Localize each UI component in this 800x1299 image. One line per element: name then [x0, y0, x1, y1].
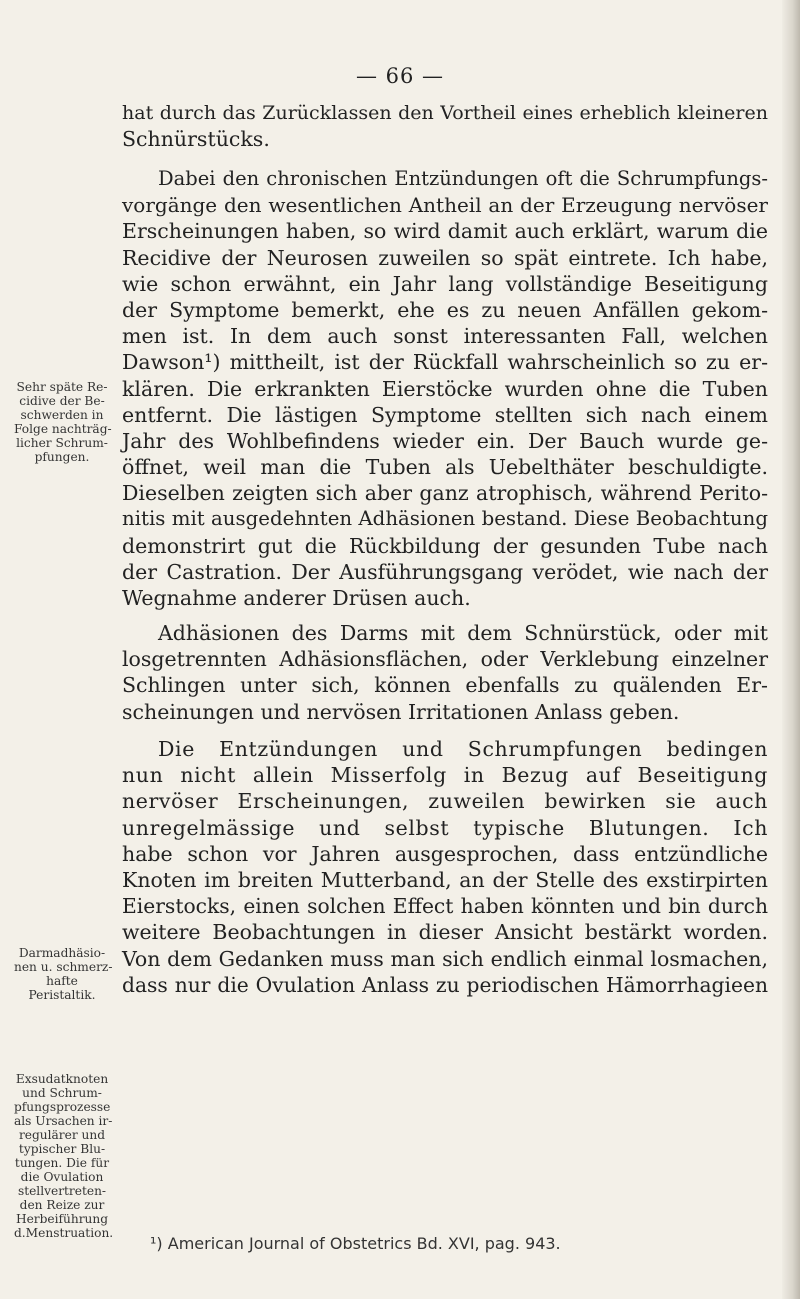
- margin-note-line: als Ursachen ir-: [14, 1114, 113, 1128]
- margin-note-line: und Schrum-: [22, 1086, 102, 1100]
- text-line: Schnürstücks.: [122, 127, 270, 152]
- text-line: der Castration. Der Ausführungsgang verödet, wie nach der: [122, 559, 768, 584]
- margin-note-line: den Reize zur: [19, 1198, 105, 1212]
- text-line: hat durch das Zurücklassen den Vortheil eines erheblich kleineren: [122, 102, 768, 124]
- text-line: losgetrennten Adhäsionsflächen, oder Verklebung einzelner: [122, 647, 768, 672]
- text-line: demonstrirt gut die Rückbildung der gesunden Tube nach: [122, 533, 768, 558]
- text-line: Wegnahme anderer Drüsen auch.: [122, 586, 471, 610]
- page-number: — 66 —: [355, 64, 445, 88]
- paragraph-1: [122, 100, 768, 152]
- text-line: wie schon erwähnt, ein Jahr lang vollständige Beseitigung: [122, 271, 768, 296]
- text-line: nitis mit ausgedehnten Adhäsionen bestand. Diese Beobachtung: [122, 507, 768, 531]
- margin-note-line: Darmadhäsio-: [18, 946, 106, 960]
- margin-note-line: cidive der Be-: [19, 394, 105, 408]
- text-line: Recidive der Neurosen zuweilen so spät eintrete. Ich habe,: [122, 245, 768, 270]
- footnote: ¹) American Journal of Obstetrics Bd. XVI, pag. 943.: [150, 1234, 561, 1253]
- text-line: öffnet, weil man die Tuben als Uebelthäter beschuldigte.: [122, 455, 768, 480]
- text-line: scheinungen und nervösen Irritationen Anlass geben.: [122, 699, 680, 724]
- text-line: men ist. In dem auch sonst interessanten Fall, welchen: [122, 324, 768, 349]
- text-line: nervöser Erscheinungen, zuweilen bewirken sie auch: [122, 789, 768, 814]
- margin-note-line: pfungsprozesse: [14, 1100, 111, 1114]
- margin-note-line: Sehr späte Re-: [16, 380, 108, 394]
- margin-note-exudate: [14, 1072, 114, 1240]
- text-line: nun nicht allein Misserfolg in Bezug auf Beseitigung: [122, 763, 768, 788]
- margin-note-line: Folge nachträg-: [14, 422, 112, 436]
- margin-note-adhesions: [14, 946, 113, 1002]
- margin-note-line: d.Menstruation.: [14, 1226, 114, 1240]
- margin-note-line: nen u. schmerz-: [14, 960, 113, 974]
- text-line: Dabei den chronischen Entzündungen oft die Schrumpfungs-: [158, 167, 768, 190]
- margin-note-line: regulärer und: [18, 1128, 106, 1142]
- margin-note-line: die Ovulation: [20, 1170, 104, 1184]
- text-line: habe schon vor Jahren ausgesprochen, dass entzündliche: [122, 841, 768, 866]
- text-line: vorgänge den wesentlichen Antheil an der Erzeugung nervöser: [122, 193, 768, 218]
- margin-note-line: typischer Blu-: [18, 1142, 106, 1156]
- margin-note-line: pfungen.: [34, 450, 90, 464]
- margin-note-line: tungen. Die für: [14, 1156, 110, 1170]
- text-line: Die Entzündungen und Schrumpfungen bedingen: [158, 737, 768, 761]
- text-line: Von dem Gedanken muss man sich endlich einmal losmachen,: [122, 946, 768, 971]
- margin-note-line: Exsudatknoten: [15, 1072, 109, 1086]
- paragraph-2: [122, 166, 768, 611]
- text-line: Jahr des Wohlbefindens wieder ein. Der Bauch wurde ge-: [122, 428, 768, 453]
- margin-note-line: hafte: [46, 974, 78, 988]
- text-line: Schlingen unter sich, können ebenfalls zu quälenden Er-: [122, 673, 768, 698]
- paragraph-3: [122, 620, 768, 725]
- margin-note-line: Peristaltik.: [28, 988, 96, 1002]
- margin-note-line: licher Schrum-: [16, 436, 108, 450]
- text-line: entfernt. Die lästigen Symptome stellten sich nach einem: [122, 402, 768, 427]
- page-edge: [782, 0, 800, 1299]
- text-line: klären. Die erkrankten Eierstöcke wurden ohne die Tuben: [122, 376, 768, 401]
- text-line: der Symptome bemerkt, ehe es zu neuen Anfällen gekom-: [122, 297, 768, 322]
- text-line: weitere Beobachtungen in dieser Ansicht bestärkt worden.: [122, 920, 768, 945]
- text-line: Dawson¹) mittheilt, ist der Rückfall wahrscheinlich so zu er-: [122, 350, 768, 375]
- text-line: Dieselben zeigten sich aber ganz atrophisch, während Perito-: [122, 481, 768, 506]
- paragraph-4: [122, 736, 768, 998]
- margin-note-line: stellvertreten-: [17, 1184, 107, 1198]
- margin-note-line: Herbeiführung: [15, 1212, 109, 1226]
- margin-note-late-recidive: [14, 380, 110, 464]
- text-line: Erscheinungen haben, so wird damit auch erklärt, warum die: [122, 219, 768, 244]
- text-line: Knoten im breiten Mutterband, an der Stelle des exstirpirten: [122, 867, 768, 892]
- text-line: unregelmässige und selbst typische Blutungen. Ich: [122, 815, 768, 840]
- text-line: Eierstocks, einen solchen Effect haben könnten und bin durch: [122, 894, 768, 919]
- text-line: dass nur die Ovulation Anlass zu periodischen Hämorrhagieen: [122, 972, 768, 997]
- text-line: Adhäsionen des Darms mit dem Schnürstück, oder mit: [158, 621, 768, 645]
- margin-note-line: schwerden in: [20, 408, 104, 422]
